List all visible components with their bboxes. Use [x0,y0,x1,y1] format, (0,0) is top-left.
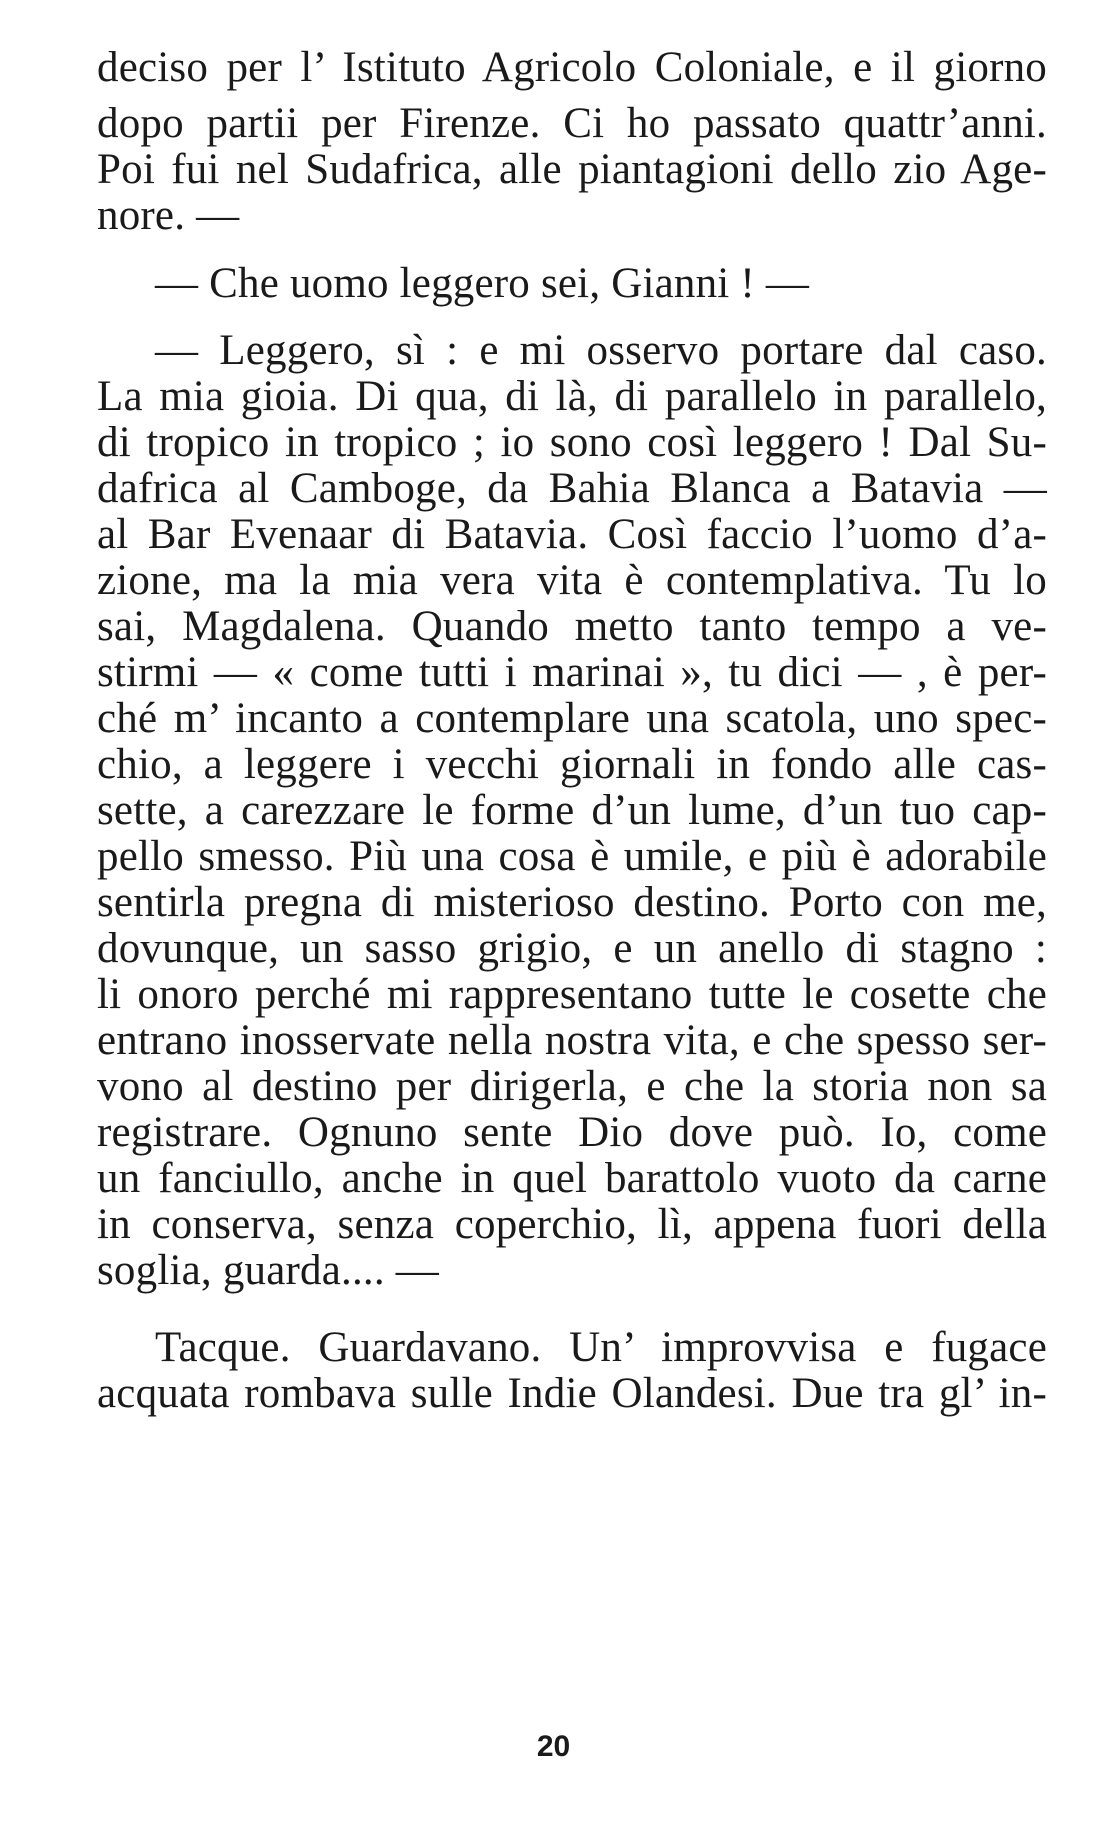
text-line: soglia, guarda.... — [97,1247,439,1294]
text-line: deciso per l’ Istituto Agricolo Coloniale, e il giorno [97,44,1047,91]
text-line: stirmi — « come tutti i marinai », tu dici — , è per- [97,649,1047,696]
text-line: ché m’ incanto a contemplare una scatola, uno spec- [97,695,1047,742]
text-line: pello smesso. Più una cosa è umile, e più è adorabile [97,833,1047,880]
text-line: dopo partii per Firenze. Ci ho passato quattr’anni. [97,100,1047,147]
text-line: vono al destino per dirigerla, e che la storia non sa [97,1063,1047,1110]
text-line: chio, a leggere i vecchi giornali in fondo alle cas- [97,741,1047,788]
text-line: li onoro perché mi rappresentano tutte le cosette che [97,971,1047,1018]
text-line: sentirla pregna di misterioso destino. Porto con me, [97,879,1047,926]
text-line: entrano inosservate nella nostra vita, e che spesso ser- [97,1017,1047,1064]
text-line: un fanciullo, anche in quel barattolo vuoto da carne [97,1155,1047,1202]
text-line: nore. — [97,192,240,239]
text-line: — Leggero, sì : e mi osservo portare dal caso. [155,327,1047,374]
text-line: in conserva, senza coperchio, lì, appena fuori della [97,1201,1047,1248]
text-line: di tropico in tropico ; io sono così leggero ! Dal Su- [97,419,1047,466]
text-line: al Bar Evenaar di Batavia. Così faccio l’uomo d’a- [97,511,1047,558]
text-line: sette, a carezzare le forme d’un lume, d’un tuo cap- [97,787,1047,834]
text-line: Tacque. Guardavano. Un’ improvvisa e fugace [155,1324,1047,1371]
text-line: zione, ma la mia vera vita è contemplativa. Tu lo [97,557,1047,604]
text-line: Poi fui nel Sudafrica, alle piantagioni dello zio Age- [97,146,1047,193]
text-line: acquata rombava sulle Indie Olandesi. Due tra gl’ in- [97,1370,1047,1417]
text-line: La mia gioia. Di qua, di là, di parallelo in parallelo, [97,373,1047,420]
text-line: dafrica al Camboge, da Bahia Blanca a Batavia — [97,465,1047,512]
text-line: registrare. Ognuno sente Dio dove può. Io, come [97,1109,1047,1156]
text-line: sai, Magdalena. Quando metto tanto tempo a ve- [97,603,1047,650]
text-line: dovunque, un sasso grigio, e un anello di stagno : [97,925,1047,972]
text-line: — Che uomo leggero sei, Gianni ! — [155,260,810,307]
page-number: 20 [536,1730,571,1763]
